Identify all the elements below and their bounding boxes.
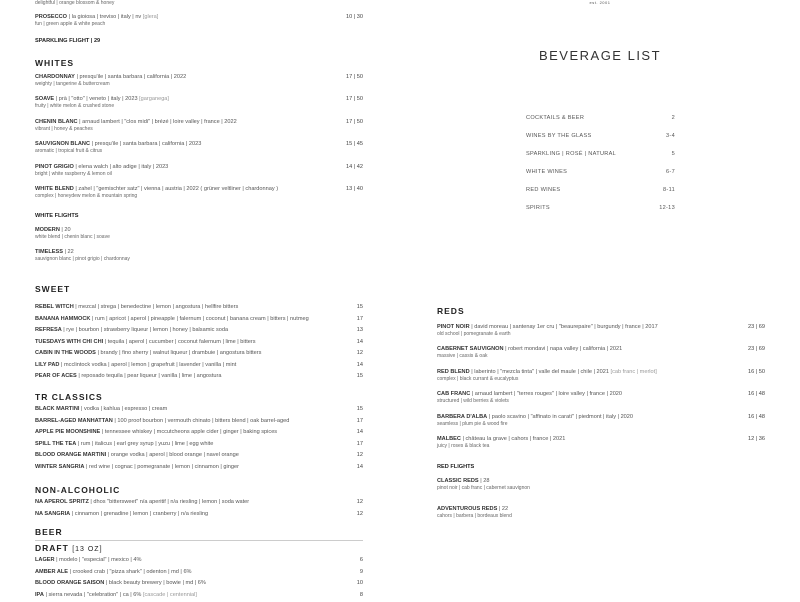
menu-row xyxy=(35,498,363,510)
menu-item xyxy=(437,435,765,457)
item-line xyxy=(35,556,363,564)
menu-row xyxy=(35,417,363,429)
item-name: CAB FRANC xyxy=(437,391,470,397)
sparkling-flight: SPARKLING FLIGHT | 29 xyxy=(35,38,100,44)
item-line xyxy=(35,248,363,256)
item-detail: | 22 xyxy=(497,506,508,512)
item-note: weighty | tangerine & buttercream xyxy=(35,81,363,88)
menu-row xyxy=(35,361,363,373)
toc-row[interactable] xyxy=(526,133,675,151)
item-name: CHARDONNAY xyxy=(35,74,75,80)
item-line xyxy=(35,140,363,148)
item-line xyxy=(437,368,765,376)
menu-item xyxy=(35,226,363,248)
toc-label: COCKTAILS & BEER xyxy=(526,115,584,121)
item-price: 14 | 42 xyxy=(346,163,363,171)
white-flights-list xyxy=(35,226,363,270)
item-line xyxy=(35,73,363,81)
item-price: 17 | 50 xyxy=(346,73,363,81)
item-detail: | cinnamon | grenadine | lemon | cranberry | n/a riesling xyxy=(70,511,208,517)
reds-list xyxy=(437,323,765,457)
item-varietal: [cascade | centennial] xyxy=(143,592,197,598)
item-line xyxy=(35,326,363,334)
item-line xyxy=(35,451,363,459)
item-name: BLOOD ORANGE MARTINI xyxy=(35,452,106,458)
menu-row xyxy=(35,326,363,338)
item-name: NA APEROL SPRITZ xyxy=(35,499,89,505)
section-title-sweet: SWEET xyxy=(35,284,70,294)
item-detail: | château la grave | cahors | france | 2021 xyxy=(461,436,565,442)
item-name: MALBEC xyxy=(437,436,461,442)
item-line xyxy=(35,579,363,587)
item-note: juicy | roses & black tea xyxy=(437,443,765,450)
item-detail: | presqu'ile | santa barbara | california | 2023 xyxy=(90,141,201,147)
item-line xyxy=(35,226,363,234)
toc-row[interactable] xyxy=(526,151,675,169)
toc-label: WHITE WINES xyxy=(526,169,567,175)
menu-item xyxy=(35,163,363,185)
item-note: seamless | plum pie & wood fire xyxy=(437,421,765,428)
item-price: 8 xyxy=(360,591,363,599)
menu-row xyxy=(35,451,363,463)
item-note: old school | pomegranate & earth xyxy=(437,331,765,338)
item-line xyxy=(437,413,765,421)
menu-row xyxy=(35,510,363,522)
item-line xyxy=(35,13,363,21)
item-note: pinot noir | cab franc | cabernet sauvignon xyxy=(437,485,765,492)
item-name: REBEL WITCH xyxy=(35,304,74,310)
item-price: 6 xyxy=(360,556,363,564)
item-price: 10 xyxy=(357,579,363,587)
item-detail: | vodka | kahlua | espresso | cream xyxy=(79,406,167,412)
item-price: 15 | 45 xyxy=(346,140,363,148)
item-detail: | la gioiosa | treviso | italy | nv xyxy=(67,14,143,20)
item-detail: | laberinto | "mezcla tinta" | valle del maule | chile | 2021 xyxy=(470,369,611,375)
menu-row xyxy=(35,349,363,361)
item-line xyxy=(35,417,363,425)
item-price: 17 | 50 xyxy=(346,118,363,126)
item-name: PINOT NOIR xyxy=(437,324,470,330)
item-line xyxy=(35,361,363,369)
section-title-beer: BEER xyxy=(35,527,63,537)
item-note: vibrant | honey & peaches xyxy=(35,126,363,133)
item-detail: | brandy | fino sherry | walnut liqueur | drambuie | angostura bitters xyxy=(96,350,262,356)
item-name: TUESDAYS WITH CHI CHI xyxy=(35,339,103,345)
item-detail: | tennessee whiskey | mccutcheons apple cider | ginger | baking spices xyxy=(100,429,277,435)
item-detail: | black beauty brewery | bowie | md | 6% xyxy=(104,580,206,586)
whites-list xyxy=(35,73,363,207)
item-note: sauvignon blanc | pinot grigio | chardonnay xyxy=(35,256,363,263)
toc-pages: 3-4 xyxy=(666,133,675,139)
item-line xyxy=(437,323,765,331)
draft-size: [13 OZ] xyxy=(72,546,102,553)
table-of-contents xyxy=(526,115,675,223)
item-detail: | rye | bourbon | strawberry liqueur | lemon | honey | balsamic soda xyxy=(62,327,228,333)
item-price: 12 xyxy=(357,498,363,506)
item-detail: | tequila | aperol | cucumber | coconut falernum | lime | bitters xyxy=(103,339,255,345)
menu-row xyxy=(35,556,363,568)
item-detail: | red wine | cognac | pomegranate | lemon | cinnamon | ginger xyxy=(84,464,239,470)
item-price: 15 xyxy=(357,405,363,413)
section-title-white-flights: WHITE FLIGHTS xyxy=(35,213,79,219)
menu-item xyxy=(35,248,363,270)
item-name: CLASSIC REDS xyxy=(437,478,479,484)
item-name: IPA xyxy=(35,592,44,598)
item-name: SOAVE xyxy=(35,96,54,102)
item-price: 15 xyxy=(357,303,363,311)
toc-pages: 6-7 xyxy=(666,169,675,175)
item-price: 12 xyxy=(357,510,363,518)
menu-row xyxy=(35,315,363,327)
item-name: PROSECCO xyxy=(35,14,67,20)
item-line xyxy=(35,463,363,471)
menu-row xyxy=(35,372,363,384)
item-note: white blend | chenin blanc | soave xyxy=(35,234,363,241)
item-name: NA SANGRIA xyxy=(35,511,70,517)
menu-item xyxy=(437,477,765,505)
item-price: 23 | 69 xyxy=(748,323,765,331)
menu-row xyxy=(35,428,363,440)
item-detail: | modelo | "especial" | mexico | 4% xyxy=(55,557,142,563)
item-name: APPLE PIE MOONSHINE xyxy=(35,429,100,435)
draft-title xyxy=(35,543,103,553)
item-price: 17 xyxy=(357,440,363,448)
item-detail: | arnaud lambert | "terres rouges" | loire valley | france | 2020 xyxy=(470,391,622,397)
item-detail: | mezcal | strega | benedectine | lemon | angostura | hellfire bitters xyxy=(74,304,239,310)
item-name: SAUVIGNON BLANC xyxy=(35,141,90,147)
menu-row xyxy=(35,591,363,602)
item-price: 12 xyxy=(357,349,363,357)
item-name: AMBER ALE xyxy=(35,569,68,575)
toc-row[interactable] xyxy=(526,169,675,187)
item-detail: | presqu'ile | santa barbara | california | 2022 xyxy=(75,74,186,80)
item-line xyxy=(35,163,363,171)
item-note: aromatic | tropical fruit & citrus xyxy=(35,148,363,155)
item-line xyxy=(437,345,765,353)
item-price: 17 xyxy=(357,315,363,323)
menu-item xyxy=(35,73,363,95)
menu-row xyxy=(35,579,363,591)
item-price: 13 xyxy=(357,326,363,334)
item-name: BLOOD ORANGE SAISON xyxy=(35,580,104,586)
menu-item xyxy=(437,413,765,435)
item-name: MODERN xyxy=(35,227,60,233)
item-detail: | arnaud lambert | "clos midi" | brézé | loire valley | france | 2022 xyxy=(78,119,237,125)
draft-label: DRAFT xyxy=(35,543,69,553)
item-line xyxy=(35,338,363,346)
toc-pages: 2 xyxy=(672,115,675,121)
item-line xyxy=(35,591,363,599)
item-name: ADVENTUROUS REDS xyxy=(437,506,497,512)
item-name: RED BLEND xyxy=(437,369,470,375)
item-price: 10 | 30 xyxy=(346,13,363,21)
item-price: 17 | 50 xyxy=(346,95,363,103)
toc-label: RED WINES xyxy=(526,187,560,193)
item-note: bright | white raspberry & lemon oil xyxy=(35,171,363,178)
item-detail: | orange vodka | aperol | blood orange | navel orange xyxy=(106,452,239,458)
non-alcoholic-list xyxy=(35,498,363,521)
section-title-whites: WHITES xyxy=(35,58,74,68)
item-price: 12 xyxy=(357,451,363,459)
item-line xyxy=(35,405,363,413)
toc-row[interactable] xyxy=(526,115,675,133)
item-note: complex | black currant & eucalyptus xyxy=(437,376,765,383)
item-line xyxy=(35,95,363,103)
item-price: 15 xyxy=(357,372,363,380)
item-note: structured | wild berries & violets xyxy=(437,398,765,405)
item-detail: | 22 xyxy=(63,249,74,255)
section-title-red-flights: RED FLIGHTS xyxy=(437,464,474,470)
toc-label: SPARKLING | ROSÉ | NATURAL xyxy=(526,151,616,157)
item-price: 23 | 69 xyxy=(748,345,765,353)
item-detail: | mcclintock vodka | aperol | lemon | grapefruit | lavender | vanilla | mint xyxy=(59,362,236,368)
item-name: LILY PAD xyxy=(35,362,59,368)
item-note: complex | honeydew melon & mountain spring xyxy=(35,193,363,200)
item-price: 9 xyxy=(360,568,363,576)
menu-row xyxy=(35,303,363,315)
item-detail: | sierra nevada | "celebration" | ca | 6% xyxy=(44,592,143,598)
beer-divider xyxy=(35,540,363,541)
page-title: BEVERAGE LIST xyxy=(500,48,700,63)
menu-row xyxy=(35,405,363,417)
menu-row xyxy=(35,463,363,475)
item-line xyxy=(437,390,765,398)
item-note: massive | cassis & oak xyxy=(437,353,765,360)
item-line xyxy=(35,372,363,380)
item-detail: | zahel | "gemischter satz" | vienna | austria | 2022 ( grüner veltliner | chardonnay ) xyxy=(74,186,278,192)
item-line xyxy=(437,505,765,513)
toc-pages: 12-13 xyxy=(659,205,675,211)
item-price: 14 xyxy=(357,338,363,346)
menu-item xyxy=(437,345,765,367)
toc-row[interactable] xyxy=(526,205,675,223)
item-price: 14 xyxy=(357,428,363,436)
item-detail: | elena walch | alto adige | italy | 2023 xyxy=(74,164,168,170)
item-detail: | rum | italicus | earl grey syrup | yuzu | lime | egg white xyxy=(76,441,213,447)
item-detail: | 20 xyxy=(60,227,71,233)
item-name: PINOT GRIGIO xyxy=(35,164,74,170)
sweet-list xyxy=(35,303,363,384)
toc-label: WINES BY THE GLASS xyxy=(526,133,592,139)
item-line xyxy=(35,303,363,311)
item-name: TIMELESS xyxy=(35,249,63,255)
item-line xyxy=(35,315,363,323)
section-title-classics: TR CLASSICS xyxy=(35,392,103,402)
item-line xyxy=(35,185,363,193)
item-name: BARBERA D'ALBA xyxy=(437,414,487,420)
beer-list xyxy=(35,556,363,602)
sparkling-tail-list xyxy=(35,13,363,35)
item-name: WINTER SANGRIA xyxy=(35,464,84,470)
item-detail: | paolo scavino | "affinato in carati" | piedmont | italy | 2020 xyxy=(487,414,633,420)
item-name: CHENIN BLANC xyxy=(35,119,78,125)
section-title-non-alcoholic: NON-ALCOHOLIC xyxy=(35,485,120,495)
item-detail: | robert mondavi | napa valley | california | 2021 xyxy=(504,346,623,352)
item-name: PEAR OF ACES xyxy=(35,373,77,379)
item-note: cahors | barbera | bordeaux blend xyxy=(437,513,765,520)
item-note: fun | green apple & white peach xyxy=(35,21,363,28)
menu-item xyxy=(35,185,363,207)
item-name: REFRESA xyxy=(35,327,62,333)
item-name: BLACK MARTINI xyxy=(35,406,79,412)
item-name: BANANA HAMMOCK xyxy=(35,316,90,322)
item-varietal: [glera] xyxy=(143,14,159,20)
menu-item xyxy=(35,95,363,117)
item-name: LAGER xyxy=(35,557,55,563)
item-line xyxy=(437,435,765,443)
menu-item xyxy=(35,118,363,140)
item-detail: | david moreau | santenay 1er cru | "beaurepaire" | burgundy | france | 2017 xyxy=(470,324,658,330)
item-price: 14 xyxy=(357,361,363,369)
item-name: CABERNET SAUVIGNON xyxy=(437,346,504,352)
item-detail: | prà | "otto" | veneto | italy | 2023 xyxy=(54,96,139,102)
menu-item xyxy=(437,368,765,390)
item-line xyxy=(35,440,363,448)
item-detail: | 100 proof bourbon | vermouth chinato | bitters blend | oak barrel-aged xyxy=(113,418,290,424)
item-detail: | reposado tequila | pear liqueur | vanilla | lime | angostura xyxy=(77,373,222,379)
item-note: fruity | white melon & crushed stone xyxy=(35,103,363,110)
item-detail: | rum | apricot | aperol | pineapple | falernum | coconut | banana cream | bitters | nutmeg xyxy=(90,316,308,322)
item-line xyxy=(35,568,363,576)
item-line xyxy=(35,510,363,518)
item-price: 16 | 48 xyxy=(748,390,765,398)
item-price: 17 xyxy=(357,417,363,425)
menu-item xyxy=(35,13,363,35)
menu-row xyxy=(35,338,363,350)
item-detail: | 28 xyxy=(479,478,490,484)
toc-label: SPIRITS xyxy=(526,205,550,211)
menu-item xyxy=(437,505,765,533)
menu-item xyxy=(437,390,765,412)
item-detail: | crooked crab | "pizza shark" | odenton | md | 6% xyxy=(68,569,191,575)
item-line xyxy=(35,498,363,506)
item-line xyxy=(35,118,363,126)
prev-item-note: delightful | orange blossom & honey xyxy=(35,0,114,7)
menu-row xyxy=(35,440,363,452)
item-price: 13 | 40 xyxy=(346,185,363,193)
item-name: WHITE BLEND xyxy=(35,186,74,192)
established-label: est. 2001 xyxy=(560,0,640,5)
section-title-reds: REDS xyxy=(437,306,465,316)
menu-item xyxy=(35,140,363,162)
item-detail: | dhos "bittersweet" n/a aperitif | n/a riesling | lemon | soda water xyxy=(89,499,249,505)
item-price: 16 | 50 xyxy=(748,368,765,376)
toc-pages: 8-11 xyxy=(663,187,675,193)
menu-row xyxy=(35,568,363,580)
red-flights-list xyxy=(437,477,765,533)
item-name: SPILL THE TEA xyxy=(35,441,76,447)
item-price: 16 | 48 xyxy=(748,413,765,421)
classics-list xyxy=(35,405,363,474)
item-price: 14 xyxy=(357,463,363,471)
item-line xyxy=(35,349,363,357)
menu-item xyxy=(437,323,765,345)
item-name: BARREL-AGED MANHATTAN xyxy=(35,418,113,424)
toc-row[interactable] xyxy=(526,187,675,205)
item-line xyxy=(437,477,765,485)
item-line xyxy=(35,428,363,436)
item-name: CABIN IN THE WOODS xyxy=(35,350,96,356)
item-price: 12 | 36 xyxy=(748,435,765,443)
toc-pages: 5 xyxy=(672,151,675,157)
item-varietal: [garganega] xyxy=(139,96,169,102)
item-varietal: [cab franc | merlot] xyxy=(611,369,657,375)
